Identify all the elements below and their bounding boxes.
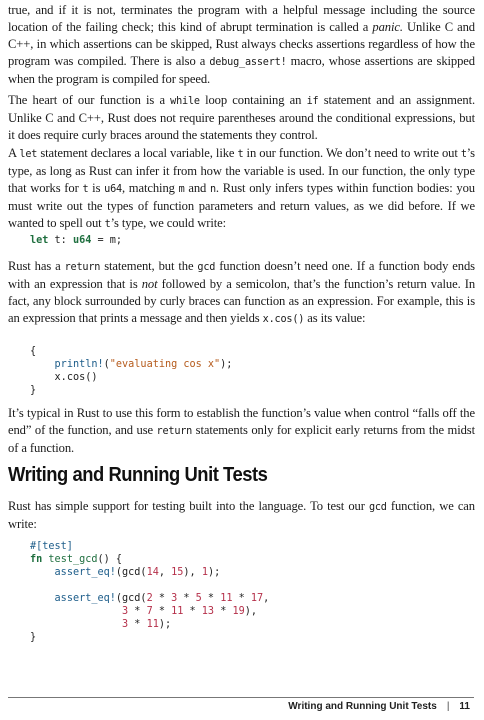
paragraph-return: Rust has a return statement, but the gcd function doesn’t need one. If a function body ends with an expression that is not followed by a semicolon, that’s the function’s return value. In fact, any block surrounded by curly braces can function as an expression. For example, this is an expression that prints a message and then yields x.cos() as its value: [8,259,476,325]
page-number: 11 [459,701,470,712]
page-footer [288,701,470,712]
paragraph-panic: true, and if it is not, terminates the program with a helpful message including the source location of the failing check; this kind of abrupt termination is called a panic. Unlike C and C++, in which assertions can be skipped, Rust always checks assertions regardless of how the program was compiled. There is also a debug_assert! macro, whose assertions are skipped when the program is compiled for speed. [8,3,476,86]
inline-code: debug_assert! [209,57,287,68]
footer-divider [8,697,474,698]
paragraph-block-value: It’s typical in Rust to use this form to establish the function’s value when control “falls off the end” of the function, and use return statements only for explicit early returns from the midst of a function. [8,406,475,455]
paragraph-let-statement: A let statement declares a local variable, like t in our function. We don’t need to write out t’s type, as long as Rust can infer it from how the variable is used. In our function, the only type that works for t is u64, matching m and n. Rust only infers types within function bodies: you must write out the types of function parameters and return values, as we did before. If we wanted to spell out t’s type, we could write: [8,146,475,230]
code-block-test: #[test] fn test_gcd() { assert_eq!(gcd(14, 15), 1); assert_eq!(gcd(2 * 3 * 5 * 11 * 17, 3 * 7 * 11 * 13 * 19), 3 * 11); } [30,541,270,643]
footer-separator: | [446,701,450,712]
code-block-println: { println!("evaluating cos x"); x.cos() } [30,346,233,396]
paragraph-while-loop: The heart of our function is a while loop containing an if statement and an assignment. Unlike C and C++, Rust does not require parentheses around the conditional expressions, but it does require curly braces around the statements they control. [8,93,476,142]
code-block-let: let t: u64 = m; [30,235,123,246]
footer-section-title: Writing and Running Unit Tests [288,701,437,712]
paragraph-testing: Rust has simple support for testing built into the language. To test our gcd function, we can write: [8,499,475,531]
section-heading: Writing and Running Unit Tests [8,464,268,486]
